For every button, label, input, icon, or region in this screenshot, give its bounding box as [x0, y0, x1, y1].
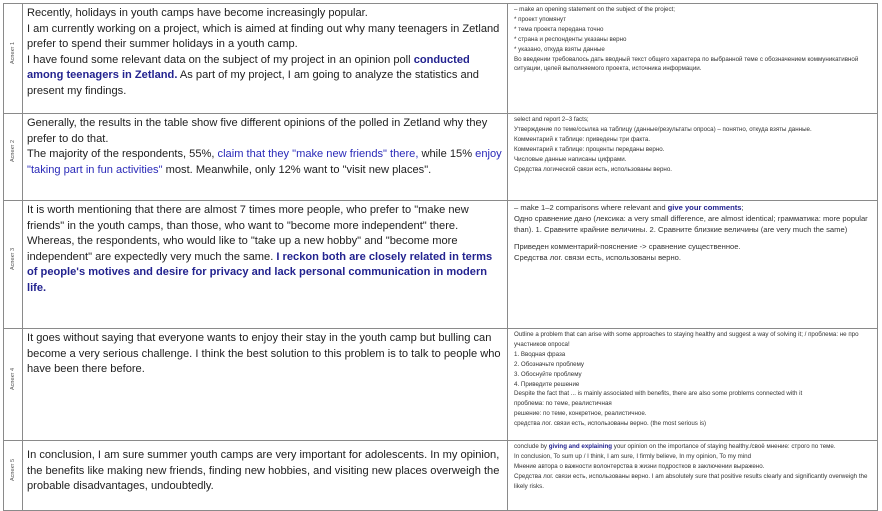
note-line: 2. Обозначьте проблему — [514, 360, 585, 368]
highlighted-note: give your comments — [667, 203, 742, 212]
essay-assessment-table — [3, 3, 878, 511]
essay-text-cell — [23, 201, 508, 329]
assessment-notes-cell — [508, 4, 878, 114]
essay-paragraph: Recently, holidays in youth camps have become increasingly popular. — [27, 7, 368, 19]
essay-paragraph: In conclusion, I am sure summer youth camps are very important for adolescents. In my opinion, the benefits like making new friends, finding new hobbies, and visiting new places overweigh the probable disadvantages, undoubtedly. — [27, 449, 500, 493]
essay-text-cell — [23, 4, 508, 114]
aspect-label: Аспект 1 — [10, 41, 16, 64]
note-line: * проект упомянут — [514, 15, 566, 23]
highlighted-text: enjoy "taking part in fun activities" — [27, 148, 502, 176]
essay-paragraph — [27, 147, 503, 178]
note-line: 4. Приведите решение — [514, 380, 580, 388]
table-row — [4, 4, 878, 114]
note-line: Утверждение по теме/ссылка на таблицу (данные/результаты опроса) – понятно, откуда взяты данные. — [514, 125, 812, 133]
note-text: – make 1–2 comparisons where relevant and — [514, 203, 668, 212]
essay-text: I have found some relevant data on the subject of my project in an opinion poll — [27, 53, 414, 66]
table-row — [4, 329, 878, 441]
note-line: 3. Обоснуйте проблему — [514, 370, 582, 378]
note-line: Одно сравнение дано (лексика: a very small difference, are almost identical; грамматика: more popular than). 1. Сравните крайние величины. 2. Сравните близкие величины (are very much the same) — [514, 214, 868, 235]
aspect-label-cell — [4, 329, 23, 441]
note-line: Приведен комментарий-пояснение -> сравнение существенное. — [514, 241, 741, 251]
essay-paragraph: It goes without saying that everyone wants to enjoy their stay in the youth camp but bulling can become a very serious challenge. I think the best solution to this problem is to talk to people who have been there before. — [27, 332, 501, 376]
essay-text-cell — [23, 114, 508, 201]
aspect-label: Аспект 3 — [10, 247, 16, 270]
note-line: – make an opening statement on the subject of the project; — [514, 6, 675, 13]
note-line: Комментарий к таблице: приведены три факта. — [514, 135, 651, 143]
aspect-label-cell — [4, 114, 23, 201]
essay-paragraph: Generally, the results in the table show five different opinions of the polled in Zetland why they prefer to do that. — [27, 117, 488, 145]
note-line: Средства лог. связи есть, использованы верно. — [514, 252, 681, 262]
note-line: средства лог. связи есть, использованы верно. (the most serious is) — [514, 420, 707, 428]
table-row — [4, 201, 878, 329]
note-text: your opinion on the importance of staying healthy./своё мнение: строго по теме. — [612, 443, 836, 450]
note-line: проблема: по теме, реалистичная — [514, 400, 612, 408]
note-line: 1. Вводная фраза — [514, 350, 566, 358]
note-line: * тема проекта передана точно — [514, 25, 604, 33]
note-text: conclude by — [514, 443, 549, 450]
table-row — [4, 114, 878, 201]
note-line — [514, 202, 873, 213]
highlighted-text: claim that they "make new friends" there, — [217, 148, 419, 161]
table-row — [4, 441, 878, 511]
aspect-label: Аспект 5 — [10, 458, 16, 481]
note-line: * страна и респонденты указаны верно — [514, 35, 627, 43]
highlighted-note: giving and explaining — [548, 443, 613, 450]
note-line: Outline a problem that can arise with some approaches to staying healthy and suggest a way of solving it; / проблема: не про участников опроса! — [514, 331, 859, 348]
note-line: select and report 2–3 facts; — [514, 116, 589, 123]
assessment-notes-cell — [508, 114, 878, 201]
note-line: Во введении требовалось дать вводный текст общего характера по выбранной теме с обозначением коммуникативной ситуации, целей выполняемого проекта, источника информации. — [514, 55, 859, 73]
note-line: * указано, откуда взяты данные — [514, 45, 605, 53]
note-line — [514, 442, 873, 452]
essay-text: Whereas, the respondents, who would like to "take up a new hobby" and "become more independent" are expectedly very much the same. — [27, 235, 458, 263]
note-line: Числовые данные написаны цифрами. — [514, 155, 627, 163]
essay-paragraph: It is worth mentioning that there are almost 7 times more people, who prefer to "make new friends" in the youth camps, than those, who want to "become more independent" there. — [27, 204, 469, 232]
note-text: ; — [741, 203, 744, 212]
essay-text-cell — [23, 329, 508, 441]
essay-paragraph — [27, 234, 503, 296]
aspect-label-cell — [4, 441, 23, 511]
note-line: Мнение автора о важности волонтерства в жизни подростков в заключении выражено. — [514, 462, 765, 470]
aspect-label-cell — [4, 201, 23, 329]
note-line: Despite the fact that ... is mainly associated with benefits, there are also some problems connected with it — [514, 390, 803, 398]
assessment-notes-cell — [508, 329, 878, 441]
essay-text: most. Meanwhile, only 12% want to "visit new places". — [162, 163, 432, 176]
highlighted-text: I reckon both are closely related in terms of people's motives and desire for privacy and lack personal communication in modern life. — [27, 250, 493, 294]
note-line: Комментарий к таблице: проценты переданы верно. — [514, 145, 665, 153]
assessment-notes-cell — [508, 201, 878, 329]
note-line: Средства лог. связи есть, использованы верно. I am absolutely sure that positive results clearly and significantly overweigh the likely risks. — [514, 472, 868, 490]
note-line: Средства логической связи есть, использованы верно. — [514, 165, 672, 173]
aspect-label-cell — [4, 4, 23, 114]
essay-text: while 15% — [418, 148, 476, 161]
essay-text: As part of my project, I am going to analyze the statistics and present my findings. — [27, 69, 479, 97]
essay-paragraph — [27, 53, 503, 100]
highlighted-text: conducted among teenagers in Zetland. — [27, 53, 470, 82]
assessment-notes-cell — [508, 441, 878, 511]
note-line: решение: по теме, конкретное, реалистичное. — [514, 410, 647, 418]
note-line: In conclusion, To sum up / I think, I am sure, I firmly believe, In my opinion, To my mind — [514, 452, 752, 460]
aspect-label: Аспект 4 — [10, 367, 16, 390]
essay-text-cell — [23, 441, 508, 511]
aspect-label: Аспект 2 — [10, 139, 16, 162]
essay-paragraph: I am currently working on a project, which is aimed at finding out why many teenagers in Zetland prefer to spend their summer holidays in a youth camp. — [27, 22, 500, 51]
essay-text: The majority of the respondents, 55%, — [27, 148, 218, 161]
